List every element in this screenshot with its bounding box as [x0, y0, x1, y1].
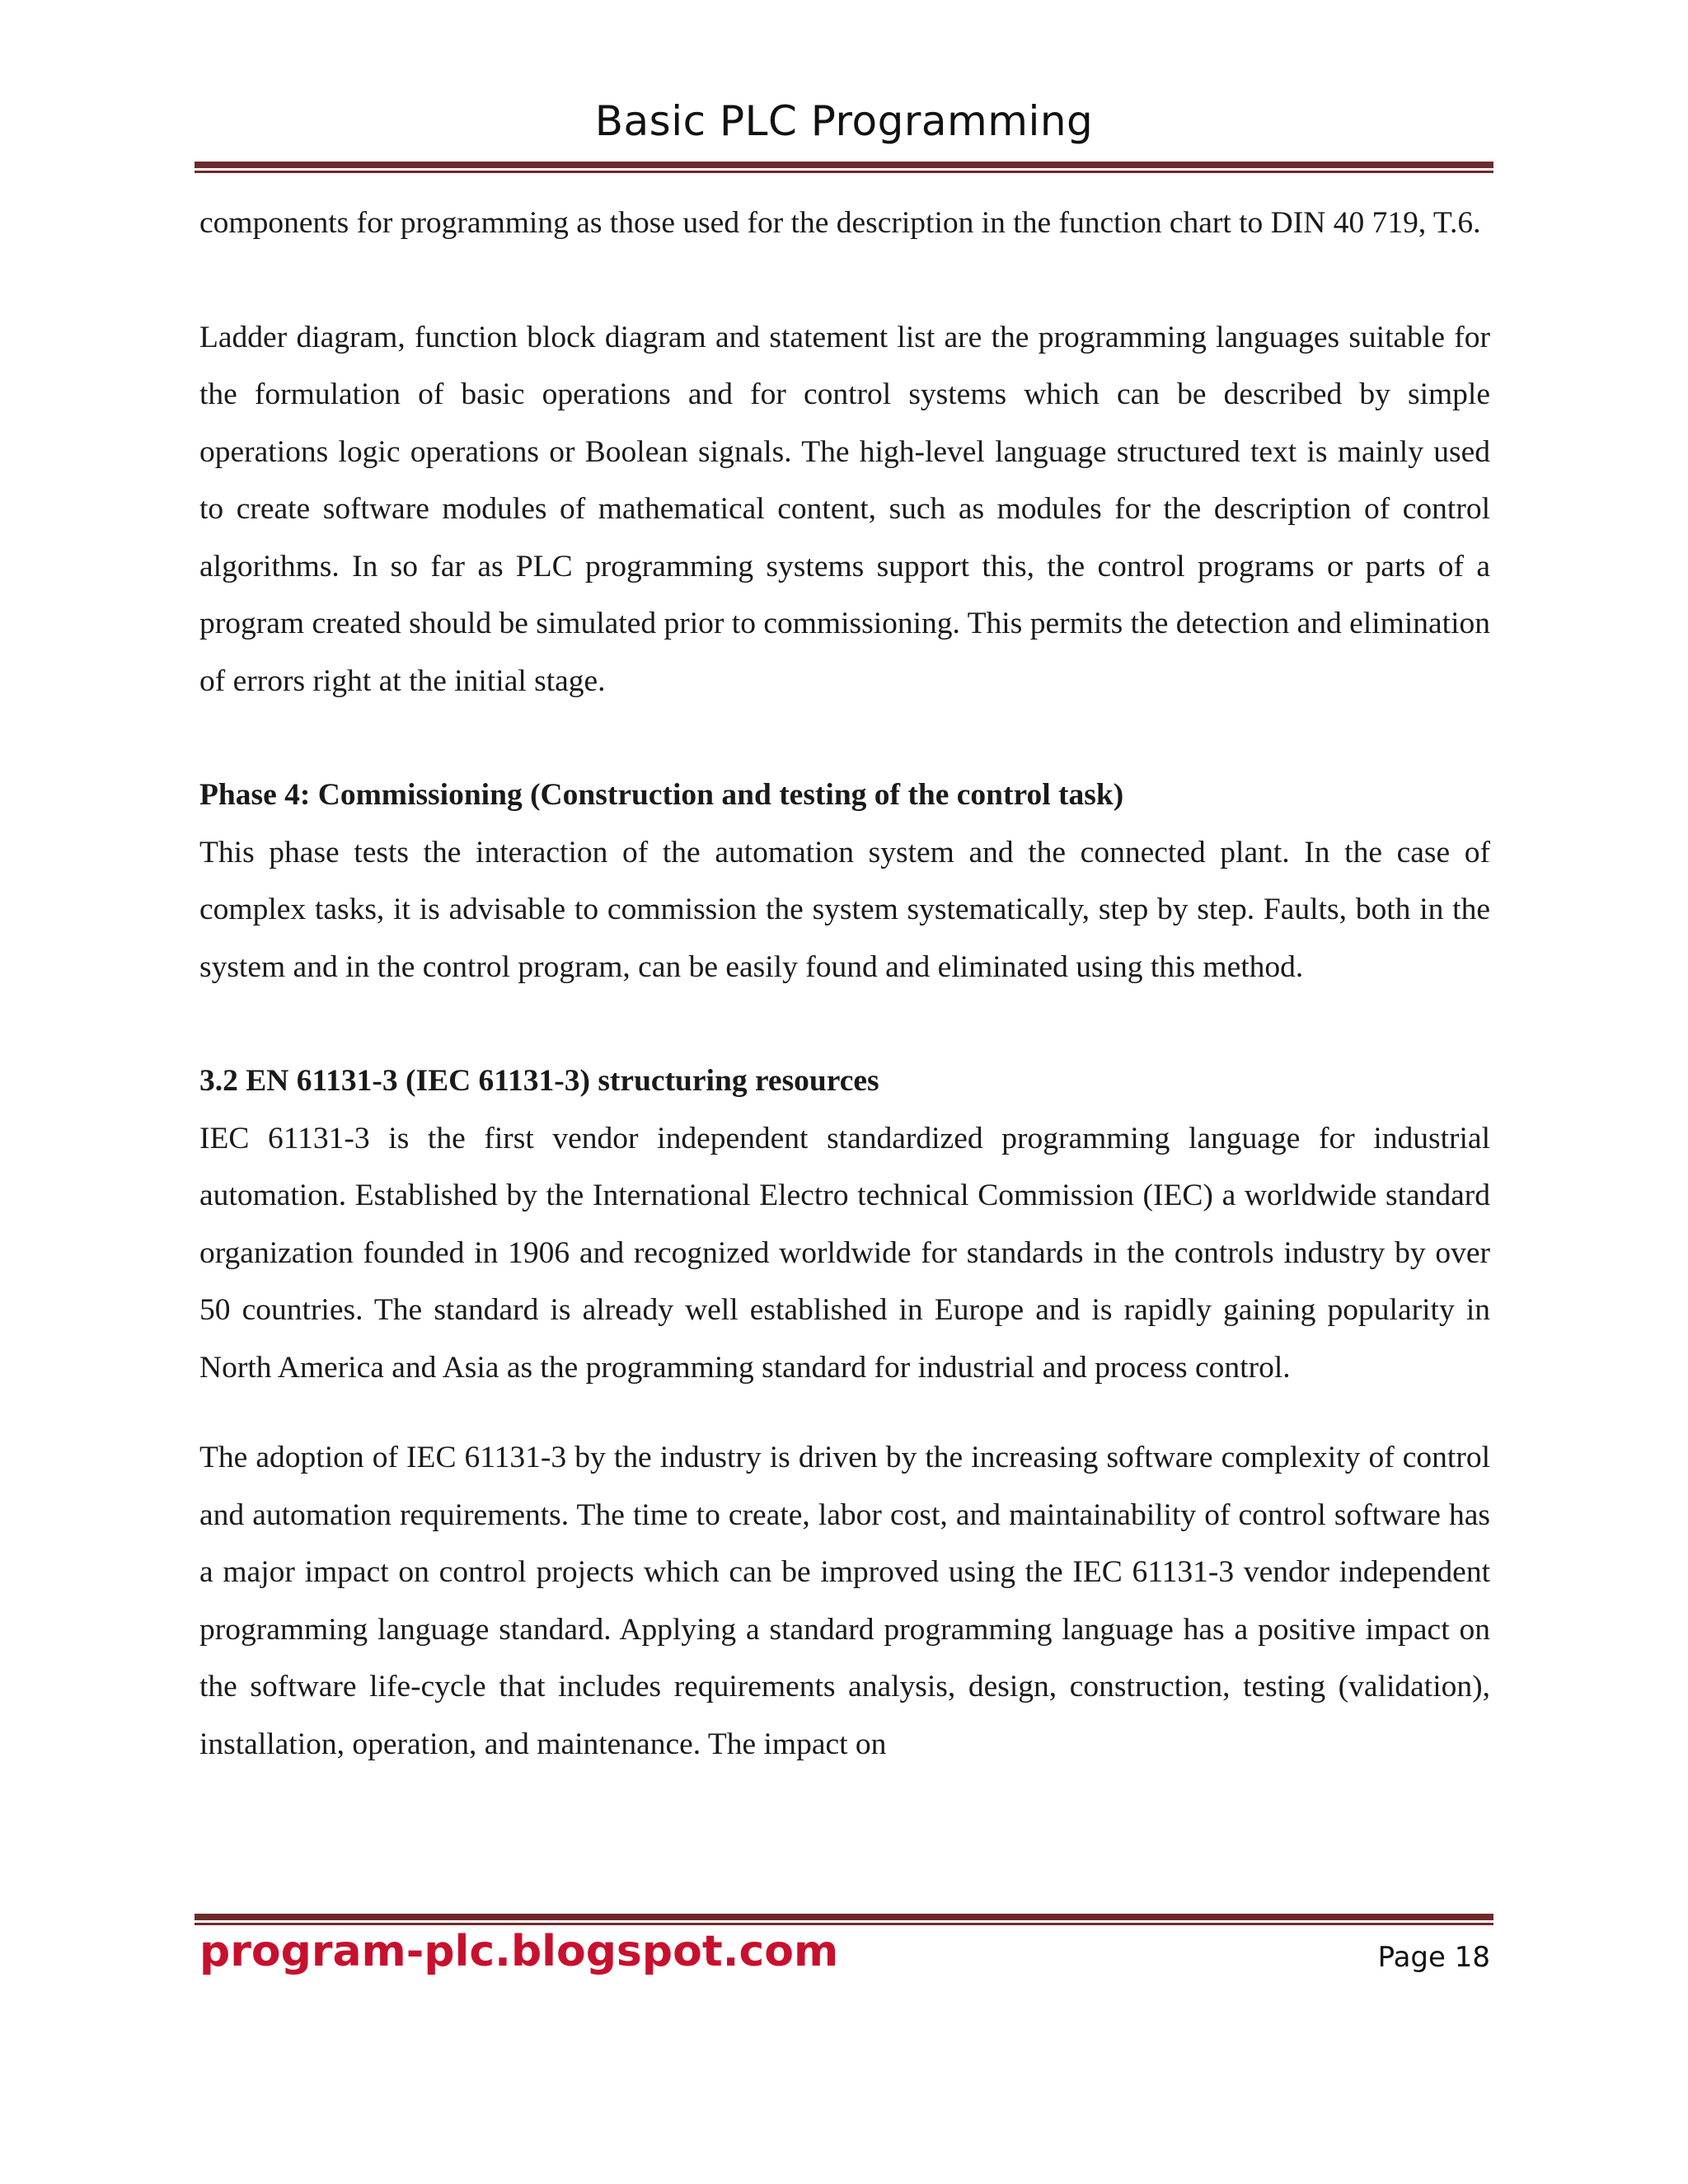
- paragraph-phase-4: This phase tests the interaction of the automation system and the connected plant. In the case of complex tasks, it is advisable to commission the system systematically, step by step. Faults, both in the system and in the control program, can be easily found and eliminated using this method.: [199, 835, 1490, 984]
- paragraph-programming-languages: Ladder diagram, function block diagram and statement list are the programming languages suitable for the formulation of basic operations and for control systems which can be described by simple operations logic operations or Boolean signals. The high-level language structured text is mainly used to create software modules of mathematical content, such as modules for the description of control algorithms. In so far as PLC programming systems support this, the control programs or parts of a program created should be simulated prior to commissioning. This permits the detection and elimination of errors right at the initial stage.: [199, 320, 1490, 698]
- paragraph-iec-61131-3: IEC 61131-3 is the first vendor independent standardized programming language for industrial automation. Established by the International Electro technical Commission (IEC) a worldwide standard organization founded in 1906 and recognized worldwide for standards in the controls industry by over 50 countries. The standard is already well established in Europe and is rapidly gaining popularity in North America and Asia as the programming standard for industrial and process control.: [199, 1121, 1490, 1385]
- page-header-title: Basic PLC Programming: [594, 97, 1094, 145]
- footer-site-link[interactable]: program-plc.blogspot.com: [199, 1927, 839, 1976]
- header-divider: [195, 162, 1493, 173]
- paragraph-continuation: components for programming as those used for the description in the function chart to DIN 40 719, T.6.: [199, 206, 1481, 240]
- footer-divider-thick-line: [195, 1914, 1493, 1920]
- footer-divider-thin-line: [195, 1923, 1493, 1925]
- page-number: Page 18: [1377, 1941, 1490, 1974]
- page-body: [199, 194, 1490, 1773]
- footer-divider: [195, 1914, 1493, 1925]
- header-divider-thick-line: [195, 162, 1493, 168]
- paragraph-adoption: The adoption of IEC 61131-3 by the industry is driven by the increasing software complexity of control and automation requirements. The time to create, labor cost, and maintainability of control software has a major impact on control projects which can be improved using the IEC 61131-3 vendor independent programming language standard. Applying a standard programming language has a positive impact on the software life-cycle that includes requirements analysis, design, construction, testing (validation), installation, operation, and maintenance. The impact on: [199, 1441, 1490, 1761]
- heading-phase-4: Phase 4: Commissioning (Construction and testing of the control task): [199, 778, 1124, 812]
- heading-section-3-2: 3.2 EN 61131-3 (IEC 61131-3) structuring resources: [199, 1064, 879, 1098]
- header-divider-thin-line: [195, 171, 1493, 173]
